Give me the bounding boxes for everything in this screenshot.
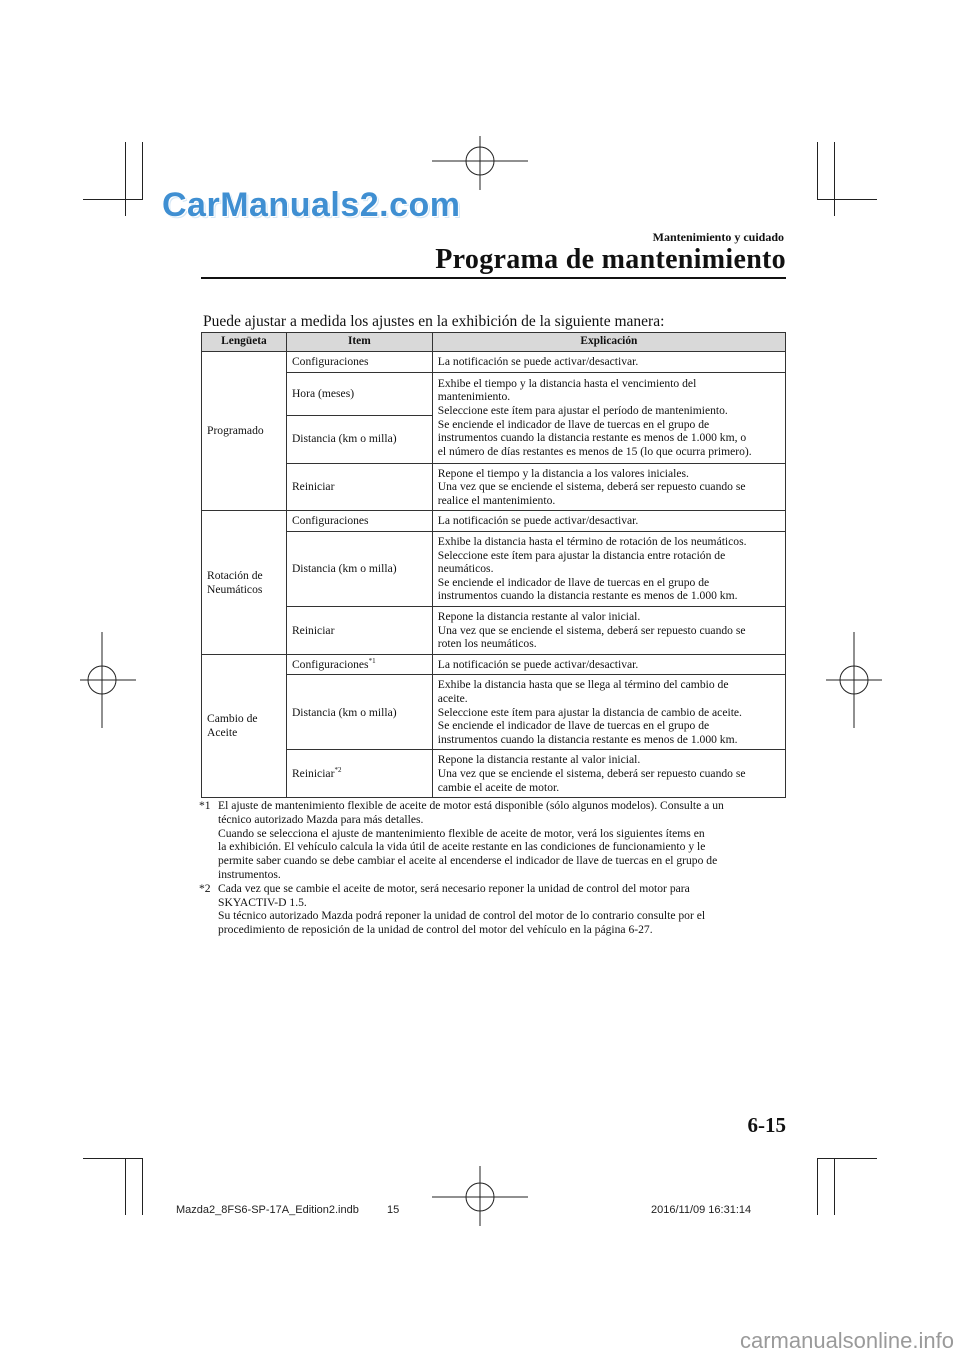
footnote-line: la exhibición. El vehículo calcula la vida útil de aceite restante en las condiciones de funcionamiento y le bbox=[218, 840, 706, 854]
explanation-line: Repone el tiempo y la distancia a los valores iniciales. bbox=[437, 466, 689, 480]
explanation-line: Una vez que se enciende el sistema, deberá ser repuesto cuando se bbox=[437, 480, 746, 494]
explanation-line: mantenimiento. bbox=[437, 390, 511, 404]
footnote-mark: *2 bbox=[199, 881, 211, 895]
tab-label: Neumáticos bbox=[207, 582, 263, 596]
table-row bbox=[202, 352, 786, 373]
explanation-cell bbox=[432, 531, 785, 606]
item-cell: Configuraciones bbox=[286, 511, 432, 532]
tab-cell-rotacion bbox=[202, 511, 287, 654]
explanation-cell bbox=[432, 675, 785, 750]
table-row bbox=[202, 372, 786, 415]
explanation-line: roten los neumáticos. bbox=[437, 637, 537, 651]
footnote-line: Cada vez que se cambie el aceite de motor, será necesario reponer la unidad de control del motor para bbox=[218, 881, 690, 895]
item-label: Configuraciones bbox=[291, 657, 369, 671]
explanation-line: instrumentos cuando la distancia restante es menos de 1.000 km, o bbox=[437, 431, 747, 445]
crop-mark bbox=[125, 142, 126, 216]
tab-label: Programado bbox=[207, 424, 264, 438]
item-cell bbox=[286, 750, 432, 798]
crop-mark bbox=[817, 1158, 818, 1215]
column-header-explanation: Explicación bbox=[432, 333, 785, 352]
crop-mark bbox=[817, 1158, 877, 1159]
explanation-line: aceite. bbox=[437, 691, 468, 705]
tab-cell-aceite bbox=[202, 654, 287, 797]
explanation-line: instrumentos cuando la distancia restante es menos de 1.000 km. bbox=[437, 589, 738, 603]
footnote-line: Su técnico autorizado Mazda podrá reponer la unidad de control del motor de lo contrario consulte por el bbox=[218, 909, 706, 923]
explanation-cell bbox=[432, 750, 785, 798]
item-cell bbox=[286, 654, 432, 675]
table-row bbox=[202, 606, 786, 654]
tab-label: Rotación de bbox=[207, 568, 263, 582]
crop-mark bbox=[817, 142, 818, 199]
item-cell: Reiniciar bbox=[286, 606, 432, 654]
explanation-line: el número de días restantes es menos de 15 (lo que ocurra primero). bbox=[437, 444, 752, 458]
watermark-logo[interactable]: CarManuals2.com bbox=[162, 186, 461, 224]
column-header-tab: Lengüeta bbox=[202, 333, 287, 352]
item-cell: Configuraciones bbox=[286, 352, 432, 373]
footnote-ref: *1 bbox=[368, 656, 376, 665]
footnote-mark: *1 bbox=[199, 799, 211, 812]
item-cell: Distancia (km o milla) bbox=[286, 675, 432, 750]
explanation-line: Seleccione este ítem para ajustar la distancia de cambio de aceite. bbox=[437, 705, 742, 719]
explanation-line: realice el mantenimiento. bbox=[437, 493, 556, 507]
explanation-cell bbox=[432, 372, 785, 463]
footnote-line: técnico autorizado Mazda para más detalles. bbox=[218, 812, 424, 826]
footnote-line: SKYACTIV-D 1.5. bbox=[218, 895, 307, 909]
explanation-cell bbox=[432, 463, 785, 511]
page-title: Programa de mantenimiento bbox=[435, 244, 786, 275]
tab-cell-programado bbox=[202, 352, 287, 511]
footnote-line: Cuando se selecciona el ajuste de mantenimiento flexible de aceite de motor, verá los siguientes ítems en bbox=[218, 826, 705, 840]
explanation-line: Exhibe el tiempo y la distancia hasta el vencimiento del bbox=[437, 376, 697, 390]
explanation-line: Exhibe la distancia hasta que se llega al término del cambio de bbox=[437, 678, 729, 692]
explanation-line: Seleccione este ítem para ajustar el período de mantenimiento. bbox=[437, 404, 728, 417]
crop-mark bbox=[83, 1158, 143, 1159]
footer-datetime: 2016/11/09 16:31:14 bbox=[651, 1204, 752, 1216]
registration-mark-right bbox=[826, 632, 882, 728]
explanation-cell: La notificación se puede activar/desactivar. bbox=[432, 352, 785, 373]
footnote-line: procedimiento de reposición de la unidad de control del motor del vehículo en la página 6-27. bbox=[218, 923, 653, 937]
footnote bbox=[199, 799, 789, 882]
footnote-ref: *2 bbox=[334, 766, 342, 775]
crop-mark bbox=[834, 1158, 835, 1215]
footnote-line: instrumentos. bbox=[218, 867, 281, 881]
crop-mark bbox=[125, 1158, 126, 1215]
explanation-line: Una vez que se enciende el sistema, deberá ser repuesto cuando se bbox=[437, 623, 746, 637]
explanation-line: Se enciende el indicador de llave de tuercas en el grupo de bbox=[437, 719, 710, 733]
item-cell: Distancia (km o milla) bbox=[286, 531, 432, 606]
item-cell: Reiniciar bbox=[286, 463, 432, 511]
page-number: 6-15 bbox=[747, 1113, 786, 1137]
explanation-line: Seleccione este ítem para ajustar la distancia entre rotación de bbox=[437, 548, 726, 562]
footnote-body bbox=[218, 799, 789, 882]
section-kicker: Mantenimiento y cuidado bbox=[652, 230, 784, 244]
explanation-line: Exhibe la distancia hasta el término de rotación de los neumáticos. bbox=[437, 534, 747, 548]
table-row bbox=[202, 531, 786, 606]
title-rule bbox=[201, 277, 786, 279]
footnote-line: El ajuste de mantenimiento flexible de aceite de motor está disponible (sólo algunos modelos). Consulte a un bbox=[218, 799, 724, 812]
crop-mark bbox=[142, 1158, 143, 1215]
registration-mark-bottom bbox=[432, 1166, 528, 1226]
item-cell: Hora (meses) bbox=[286, 372, 432, 415]
tab-label: Aceite bbox=[207, 725, 238, 739]
crop-mark bbox=[83, 199, 143, 200]
crop-mark bbox=[142, 142, 143, 199]
footnote-body bbox=[218, 882, 789, 937]
explanation-line: instrumentos cuando la distancia restante es menos de 1.000 km. bbox=[437, 732, 738, 746]
explanation-line: neumáticos. bbox=[437, 562, 494, 576]
column-header-item: Item bbox=[286, 333, 432, 352]
table-row bbox=[202, 675, 786, 750]
explanation-line: cambie el aceite de motor. bbox=[437, 780, 560, 794]
crop-mark bbox=[834, 142, 835, 216]
explanation-line: Una vez que se enciende el sistema, deberá ser repuesto cuando se bbox=[437, 766, 746, 780]
explanation-line: Se enciende el indicador de llave de tuercas en el grupo de bbox=[437, 417, 710, 431]
intro-text: Puede ajustar a medida los ajustes en la exhibición de la siguiente manera: bbox=[203, 313, 665, 330]
table-row bbox=[202, 654, 786, 675]
footer-filename: Mazda2_8FS6-SP-17A_Edition2.indb bbox=[176, 1204, 359, 1216]
table-row bbox=[202, 463, 786, 511]
explanation-cell bbox=[432, 606, 785, 654]
table-header-row bbox=[202, 333, 786, 352]
table-row bbox=[202, 750, 786, 798]
footnotes bbox=[199, 799, 789, 937]
explanation-line: Repone la distancia restante al valor inicial. bbox=[437, 609, 641, 623]
item-cell: Distancia (km o milla) bbox=[286, 415, 432, 463]
tab-label: Cambio de bbox=[207, 712, 258, 726]
footer-page: 15 bbox=[387, 1204, 400, 1216]
registration-mark-left bbox=[80, 632, 136, 728]
explanation-cell: La notificación se puede activar/desactivar. bbox=[432, 654, 785, 675]
footnote bbox=[199, 882, 789, 937]
explanation-cell: La notificación se puede activar/desactivar. bbox=[432, 511, 785, 532]
crop-mark bbox=[817, 199, 877, 200]
watermark-site[interactable]: carmanualsonline.info bbox=[739, 1328, 954, 1353]
item-label: Reiniciar bbox=[291, 766, 335, 780]
registration-mark-top bbox=[432, 136, 528, 190]
maintenance-settings-table bbox=[201, 332, 786, 798]
explanation-line: Se enciende el indicador de llave de tuercas en el grupo de bbox=[437, 575, 710, 589]
table-row bbox=[202, 511, 786, 532]
footnote-line: permite saber cuando se debe cambiar el aceite al encenderse el indicador de llave de tuercas en el grupo de bbox=[218, 854, 718, 868]
explanation-line: Repone la distancia restante al valor inicial. bbox=[437, 753, 641, 767]
